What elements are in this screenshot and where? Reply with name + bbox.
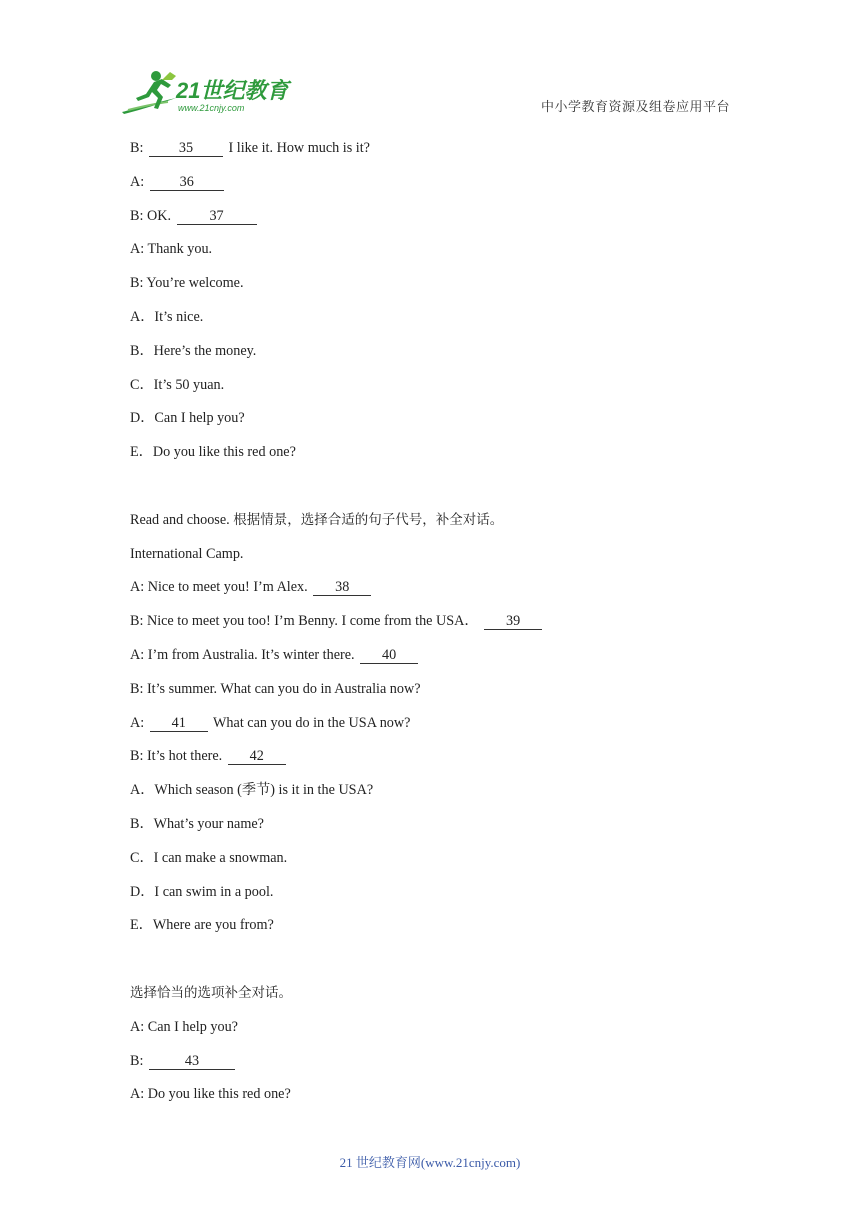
dialog-line: A: 41 What can you do in the USA now?	[130, 714, 411, 731]
answer-blank[interactable]: 40	[360, 647, 418, 664]
option-item: B．What’s your name?	[130, 815, 264, 832]
option-item: C．I can make a snowman.	[130, 849, 288, 866]
option-item: C．It’s 50 yuan.	[130, 376, 225, 393]
platform-caption: 中小学教育资源及组卷应用平台	[540, 100, 730, 115]
site-logo	[118, 68, 298, 116]
dialog-line: A: Do you like this red one?	[130, 1086, 291, 1103]
option-item: A．Which season (季节) is it in the USA?	[130, 782, 374, 799]
dialog-line: A: Nice to meet you! I’m Alex. 38	[130, 575, 750, 609]
answer-blank[interactable]: 41	[150, 715, 208, 732]
dialog-line: A: Can I help you?	[130, 1018, 238, 1035]
answer-blank[interactable]: 37	[177, 208, 257, 225]
answer-blank[interactable]: 36	[150, 174, 224, 191]
option-item: D．I can swim in a pool.	[130, 883, 274, 900]
dialog-line: B: It’s hot there. 42	[130, 744, 750, 778]
dialog-line: B: It’s summer. What can you do in Australia now?	[130, 680, 421, 697]
page-header	[0, 0, 860, 120]
dialog-line: B: You’re welcome.	[130, 275, 244, 292]
logo-text: 21世纪教育	[176, 78, 289, 103]
option-item: D．Can I help you?	[130, 410, 245, 427]
dialog-line: A: Thank you.	[130, 241, 213, 258]
worksheet-content	[130, 136, 750, 1116]
page-footer: 21 世纪教育网(www.21cnjy.com)	[339, 1155, 521, 1170]
answer-blank[interactable]: 42	[228, 748, 286, 765]
logo-url: www.21cnjy.com	[178, 103, 245, 113]
runner-logo-icon	[118, 68, 298, 116]
option-item: E．Where are you from?	[130, 917, 274, 934]
dialog-line: B: 35 I like it. How much is it?	[130, 140, 370, 156]
dialog-line: A: 36	[130, 170, 750, 204]
option-item: B．Here’s the money.	[130, 342, 257, 359]
dialog-line: B: 43	[130, 1049, 750, 1083]
section-instruction: 选择恰当的选项补全对话。	[130, 984, 292, 1001]
section-instruction: Read and choose. 根据情景，选择合适的句子代号，补全对话。	[130, 511, 504, 528]
option-item: A．It’s nice.	[130, 308, 204, 325]
option-item: E．Do you like this red one?	[130, 444, 296, 461]
section-title: International Camp.	[130, 545, 244, 562]
dialog-line: B: Nice to meet you too! I’m Benny. I come from the USA． 39	[130, 609, 750, 643]
dialog-line: B: OK. 37	[130, 204, 750, 238]
answer-blank[interactable]: 35	[149, 140, 223, 157]
answer-blank[interactable]: 39	[484, 613, 542, 630]
answer-blank[interactable]: 43	[149, 1053, 235, 1070]
dialog-line: A: I’m from Australia. It’s winter there. 40	[130, 643, 750, 677]
answer-blank[interactable]: 38	[313, 579, 371, 596]
